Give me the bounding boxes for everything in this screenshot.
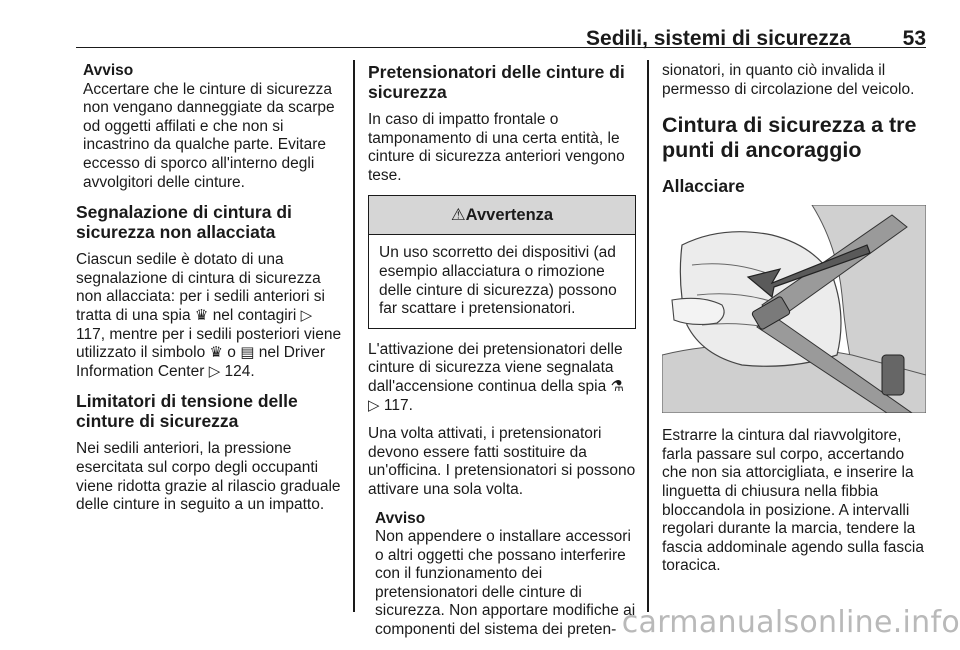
paragraph: In caso di impatto frontale o tamponamento di una certa entità, le cinture di sicurezza anteriori vengono tese. <box>368 111 625 184</box>
warning-title: Avvertenza <box>465 206 554 225</box>
seatbelt-fastening-illustration <box>662 205 926 413</box>
note-block <box>83 62 344 192</box>
column-divider <box>647 60 649 612</box>
warning-text: Un uso scorretto dei dispositivi (ad esempio allacciatura o rimozione delle cinture di sicurezza) possono far scattare i pretensionatori. <box>379 244 617 318</box>
section-heading: Pretensionatori delle cinture di sicurezza <box>368 62 625 102</box>
page-reference-icon: ▷ <box>368 396 380 414</box>
paragraph: Una volta attivati, i pretensionatori devono essere fatti sostituire da un'officina. I pretensionatori si possono attivare una sola volta. <box>368 425 636 498</box>
sub-heading: Allacciare <box>662 176 745 197</box>
main-heading: Cintura di sicurezza a tre punti di ancoraggio <box>662 113 917 163</box>
warning-header <box>369 196 635 235</box>
note-continuation: sionatori, in quanto ciò invalida il permesso di circolazione del veicolo. <box>662 62 915 98</box>
seatbelt-warning-icon: ♛ <box>194 306 209 324</box>
note-text: Non appendere o installare accessori o altri oggetti che possano interferire con il funzionamento dei pretensionatori delle cinture di sicurezza. Non apportare modifiche ai componenti del sistema dei preten- <box>375 528 636 639</box>
note-block <box>375 510 636 640</box>
paragraph: Nei sedili anteriori, la pressione esercitata sul corpo degli occupanti viene ridotta grazie al rilascio graduale delle cinture in seguito a un impatto. <box>76 440 341 514</box>
rear-seatbelt-icon: ▤ <box>240 344 255 362</box>
page-reference-icon: ▷ <box>208 362 221 380</box>
note-text: Accertare che le cinture di sicurezza non vengano danneggiate da scarpe od oggetti affilati e che non si incastrino da qualche parte. Evitare eccesso di sporco all'interno degli avvolgitori delle cinture. <box>83 80 335 191</box>
paragraph: Ciascun sedile è dotato di una segnalazione di cintura di sicurezza non allacciata: per i sedili anteriori si tratta di una spia ♛ nel contagiri ▷ 117, mentre per i sedili posteriori viene utilizzato il simbolo ♛ o ▤ nel Driver Information Center ▷ 124. <box>76 251 342 380</box>
section-heading: Limitatori di tensione delle cinture di sicurezza <box>76 391 298 432</box>
page-link[interactable]: 117, <box>76 325 106 343</box>
airbag-warning-icon: ⚗ <box>610 377 624 395</box>
column-right <box>662 62 930 576</box>
paragraph: L'attivazione dei pretensionatori delle cinture di sicurezza viene segnalata dall'accensione continua della spia ⚗ ▷ 117. <box>368 340 624 414</box>
paragraph: Estrarre la cintura dal riavvolgitore, farla passare sul corpo, accertando che non sia attorcigliata, e inserire la linguetta di chiusura nella fibbia bloccandola in posizione. A intervalli regolari durante la marcia, tendere la fascia addominale agendo sulla fascia toracica. <box>662 427 924 575</box>
column-left <box>76 62 344 515</box>
page-reference-icon: ▷ <box>300 306 313 324</box>
column-middle <box>368 62 636 650</box>
warning-box <box>368 195 636 328</box>
section-heading: Segnalazione di cintura di sicurezza non allacciata <box>76 202 292 243</box>
seatbelt-warning-icon: ♛ <box>209 344 223 362</box>
page-link[interactable]: 117. <box>383 396 413 414</box>
page-link[interactable]: 124. <box>224 362 255 380</box>
chapter-title: Sedili, sistemi di sicurezza <box>586 27 851 50</box>
note-title: Avviso <box>375 509 426 527</box>
column-divider <box>353 60 355 612</box>
page-header <box>76 0 926 48</box>
page-number: 53 <box>902 27 926 50</box>
watermark: carmanualsonline.info <box>621 605 960 640</box>
warning-triangle-icon: ⚠ <box>450 206 466 225</box>
note-title: Avviso <box>83 62 134 79</box>
